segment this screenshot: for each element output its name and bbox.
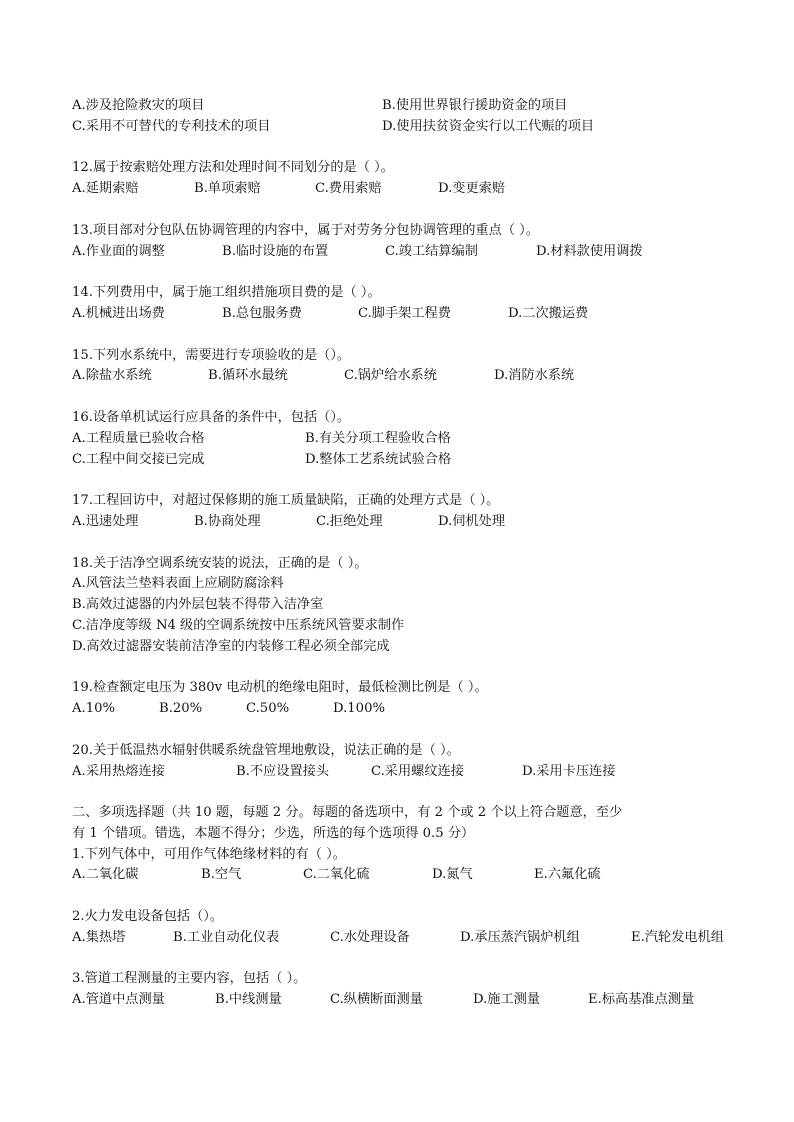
m3-option-b: B.中线测量 bbox=[215, 992, 282, 1008]
q19-option-a: A.10% bbox=[72, 701, 116, 717]
q17-stem: 17.工程回访中，对超过保修期的施工质量缺陷，正确的处理方式是（ ）。 bbox=[72, 493, 500, 509]
section2-heading-line-2: 有 1 个错项。错选，本题不得分；少选，所选的每个选项得 0.5 分） bbox=[72, 825, 475, 841]
m1-option-d: D.氮气 bbox=[432, 867, 473, 883]
section2-heading-line-1: 二、多项选择题（共 10 题，每题 2 分。每题的备选项中，有 2 个或 2 个以上符合题意，至少 bbox=[72, 805, 623, 821]
m1-option-e: E.六氟化硫 bbox=[534, 867, 601, 883]
q20-option-b: B.不应设置接头 bbox=[236, 763, 330, 779]
m1-option-b: B.空气 bbox=[201, 867, 242, 883]
q14-option-b: B.总包服务费 bbox=[222, 305, 302, 321]
q19-option-b: B.20% bbox=[159, 701, 203, 717]
q20-option-c: C.采用螺纹连接 bbox=[371, 763, 464, 779]
q13-stem: 13.项目部对分包队伍协调管理的内容中，属于对劳务分包协调管理的重点（ ）。 bbox=[72, 222, 539, 238]
q14-stem: 14.下列费用中，属于施工组织措施项目费的是（ ）。 bbox=[72, 285, 381, 301]
q18-option-a: A.风管法兰垫料表面上应刷防腐涂料 bbox=[72, 576, 284, 592]
q15-stem: 15.下列水系统中，需要进行专项验收的是（）。 bbox=[72, 347, 351, 363]
q16-stem: 16.设备单机试运行应具备的条件中，包括（）。 bbox=[72, 409, 351, 425]
q17-options bbox=[72, 512, 732, 533]
q19-option-d: D.100% bbox=[333, 701, 385, 717]
q19-option-c: C.50% bbox=[246, 701, 290, 717]
q13-options bbox=[72, 242, 732, 263]
q16-option-b: B.有关分项工程验收合格 bbox=[305, 430, 451, 446]
q13-option-b: B.临时设施的布置 bbox=[222, 243, 329, 259]
m3-option-e: E.标高基准点测量 bbox=[588, 992, 695, 1008]
q11-option-b: B.使用世界银行援助资金的项目 bbox=[382, 98, 568, 113]
q16-option-c: C.工程中间交接已完成 bbox=[72, 451, 205, 467]
q16-option-d: D.整体工艺系统试验合格 bbox=[305, 451, 452, 467]
m3-option-a: A.管道中点测量 bbox=[72, 992, 165, 1008]
q19-stem: 19.检查额定电压为 380v 电动机的绝缘电阻时，最低检测比例是（ ）。 bbox=[72, 680, 488, 696]
q17-option-d: D.伺机处理 bbox=[438, 513, 506, 529]
m2-option-a: A.集热塔 bbox=[72, 929, 126, 945]
q14-option-c: C.脚手架工程费 bbox=[358, 305, 451, 321]
q12-options bbox=[72, 179, 732, 200]
m2-option-b: B.工业自动化仪表 bbox=[173, 929, 280, 945]
m1-option-c: C.二氧化硫 bbox=[303, 867, 370, 883]
q17-option-b: B.协商处理 bbox=[194, 513, 261, 529]
q18-stem: 18.关于洁净空调系统安装的说法，正确的是（ ）。 bbox=[72, 555, 368, 571]
q13-option-d: D.材料款使用调拨 bbox=[536, 243, 643, 259]
m2-option-d: D.承压蒸汽锅炉机组 bbox=[460, 929, 580, 945]
q20-stem: 20.关于低温热水辐射供暖系统盘管埋地敷设，说法正确的是（ ）。 bbox=[72, 742, 460, 758]
m3-option-d: D.施工测量 bbox=[473, 992, 541, 1008]
q12-stem: 12.属于按索赔处理方法和处理时间不同划分的是（ ）。 bbox=[72, 160, 394, 176]
exam-page bbox=[72, 96, 732, 1011]
m3-option-c: C.纵横断面测量 bbox=[330, 992, 423, 1008]
m1-options bbox=[72, 865, 732, 886]
m3-options bbox=[72, 990, 732, 1011]
q18-option-d: D.高效过滤器安装前洁净室的内装修工程必须全部完成 bbox=[72, 638, 390, 654]
q14-options bbox=[72, 304, 732, 325]
q20-option-a: A.采用热熔连接 bbox=[72, 763, 165, 779]
q16-options-row-2 bbox=[72, 450, 732, 471]
q15-options bbox=[72, 366, 732, 387]
q16-option-a: A.工程质量已验收合格 bbox=[72, 430, 205, 446]
q11-options-row-1 bbox=[72, 96, 732, 117]
m2-options bbox=[72, 928, 732, 949]
q15-option-b: B.循环水最统 bbox=[208, 368, 288, 384]
q12-option-b: B.单项索赔 bbox=[194, 181, 261, 197]
q11-option-a: A.涉及抢险救灾的项目 bbox=[72, 98, 205, 113]
q20-option-d: D.采用卡压连接 bbox=[522, 763, 616, 779]
q13-option-c: C.竣工结算编制 bbox=[385, 243, 478, 259]
q17-option-a: A.迅速处理 bbox=[72, 513, 139, 529]
m1-stem: 1.下列气体中，可用作气体绝缘材料的有（ ）。 bbox=[72, 846, 346, 862]
q12-option-c: C.费用索赔 bbox=[315, 181, 382, 197]
q11-option-c: C.采用不可替代的专利技术的项目 bbox=[72, 118, 271, 134]
q18-option-b: B.高效过滤器的内外层包装不得带入洁净室 bbox=[72, 597, 324, 613]
m2-option-e: E.汽轮发电机组 bbox=[631, 929, 724, 945]
m2-option-c: C.水处理设备 bbox=[330, 929, 410, 945]
q20-options bbox=[72, 762, 732, 783]
q16-options-row-1 bbox=[72, 429, 732, 450]
q15-option-a: A.除盐水系统 bbox=[72, 368, 152, 384]
m1-option-a: A.二氧化碳 bbox=[72, 867, 139, 883]
q15-option-d: D.消防水系统 bbox=[494, 368, 575, 384]
q13-option-a: A.作业面的调整 bbox=[72, 243, 165, 259]
q15-option-c: C.锅炉给水系统 bbox=[344, 368, 437, 384]
q17-option-c: C.拒绝处理 bbox=[316, 513, 383, 529]
m2-stem: 2.火力发电设备包括（）。 bbox=[72, 909, 224, 925]
q11-option-d: D.使用扶贫资金实行以工代赈的项目 bbox=[382, 118, 595, 134]
q14-option-d: D.二次搬运费 bbox=[508, 305, 589, 321]
q11-options-row-2 bbox=[72, 117, 732, 138]
q12-option-a: A.延期索赔 bbox=[72, 181, 139, 197]
q14-option-a: A.机械进出场费 bbox=[72, 305, 165, 321]
m3-stem: 3.管道工程测量的主要内容，包括（ ）。 bbox=[72, 971, 307, 987]
q19-options bbox=[72, 699, 732, 720]
q18-option-c: C.洁净度等级 N4 级的空调系统按中压系统风管要求制作 bbox=[72, 617, 405, 633]
q12-option-d: D.变更索赔 bbox=[438, 181, 506, 197]
